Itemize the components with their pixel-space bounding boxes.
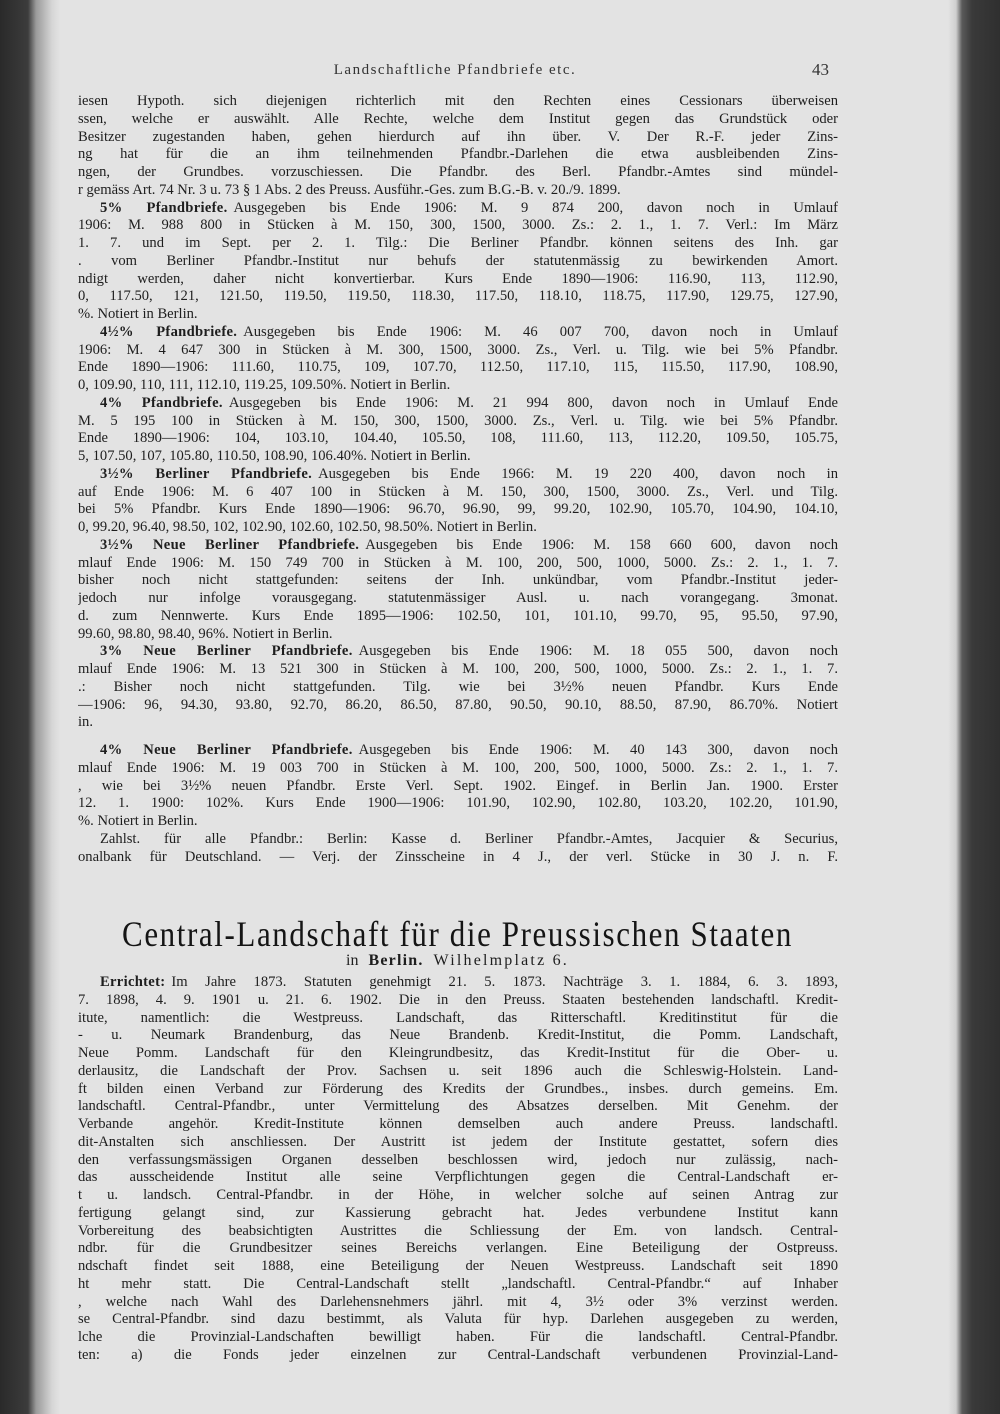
- text-line: [78, 1276, 838, 1294]
- line-text: 0, 99.20, 96.40, 98.50, 102, 102.90, 102.60, 102.50, 98.50%. Notiert in Berlin.: [78, 519, 537, 535]
- text-line: [78, 608, 838, 626]
- entry-heading: Errichtet:: [100, 974, 166, 990]
- text-line: [78, 111, 838, 129]
- text-line: [78, 217, 838, 235]
- text-line: [78, 1098, 838, 1116]
- text-line: [78, 271, 838, 289]
- text-line: [78, 501, 838, 519]
- line-text: ndschaft findet seit 1888, eine Beteiligung der Neuen Westpreuss. Landschaft seit 1890: [78, 1258, 838, 1274]
- line-text: , welche nach Wahl des Darlehensnehmers jährl. mit 4, 3½ oder 3% verzinst werden.: [78, 1293, 838, 1310]
- text-line: [78, 306, 838, 324]
- entry-heading: 4½% Pfandbriefe.: [100, 323, 238, 340]
- line-text: fertigung gelangt sind, zur Kassierung gebracht hat. Jedes verbundene Institut kann: [78, 1204, 838, 1221]
- paragraph: [78, 466, 838, 537]
- scan-edge-right: [948, 0, 1000, 1414]
- entry-heading: 3½% Neue Berliner Pfandbriefe.: [100, 536, 360, 553]
- line-text: Ausgegeben bis Ende 1906: M. 9 874 200, davon noch in Umlauf: [233, 199, 838, 216]
- section-title: Central-Landschaft für die Preussischen Staaten: [122, 914, 793, 955]
- line-text: mlauf Ende 1906: M. 13 521 300 in Stücken à M. 100, 200, 500, 1000, 5000. Zs.: 2. 1., 1. 7.: [78, 661, 838, 677]
- paragraph: [78, 537, 838, 644]
- text-line: [78, 742, 838, 760]
- text-line: [78, 342, 838, 360]
- text-line: [78, 992, 838, 1010]
- text-line: [78, 324, 838, 342]
- text-line: [78, 849, 838, 867]
- line-text: t u. landsch. Central-Pfandbr. in der Höhe, in welcher solche auf seinen Antrag zur: [78, 1187, 838, 1203]
- text-line: [78, 1045, 838, 1063]
- line-text: 0, 117.50, 121, 121.50, 119.50, 119.50, 118.30, 117.50, 118.10, 118.75, 117.90, 129.75, 127.90,: [78, 288, 838, 305]
- line-text: ten: a) die Fonds jeder einzelnen zur Central-Landschaft verbundenen Provinzial-Land-: [78, 1346, 838, 1363]
- text-line: [78, 146, 838, 164]
- text-line: [78, 974, 838, 992]
- line-text: das ausscheidende Institut alle seine Verpflichtungen gegen die Central-Landschaft er-: [78, 1169, 838, 1186]
- text-line: [78, 831, 838, 849]
- line-text: ng hat für die an ihm teilnehmenden Pfandbr.-Darlehen die etwa ausbleibenden Zins-: [78, 146, 838, 163]
- line-text: %. Notiert in Berlin.: [78, 813, 198, 829]
- text-line: [78, 129, 838, 147]
- paragraph: [78, 93, 838, 200]
- text-line: [78, 200, 838, 218]
- line-text: Besitzer zugestanden haben, gehen hierdurch auf ihn über. V. Der R.-F. jeder Zins-: [78, 128, 838, 145]
- entry-heading: 3% Neue Berliner Pfandbriefe.: [100, 643, 353, 660]
- text-line: [78, 590, 838, 608]
- line-text: Vorbereitung des beabsichtigten Austrittes die Schliessung der Em. von landsch. Central-: [78, 1222, 838, 1239]
- line-text: .: Bisher noch nicht stattgefunden. Tilg. wie bei 3½% neuen Pfandbr. Kurs Ende: [78, 678, 838, 695]
- text-line: [78, 1187, 838, 1205]
- line-text: itute, namentlich: die Westpreuss. Landschaft, das Ritterschaftl. Kreditinstitut für die: [78, 1009, 838, 1026]
- text-line: [78, 484, 838, 502]
- paragraph: [78, 974, 838, 1365]
- line-text: 1906: M. 4 647 300 in Stücken à M. 300, 1500, 3000. Zs., Verl. u. Tilg. wie bei 5% Pfandbr.: [78, 341, 838, 358]
- line-text: %. Notiert in Berlin.: [78, 306, 198, 322]
- line-text: Ausgegeben bis Ende 1966: M. 19 220 400, davon noch in: [318, 465, 838, 482]
- line-text: Ausgegeben bis Ende 1906: M. 18 055 500, davon noch: [358, 643, 838, 660]
- line-text: se Central-Pfandbr. sind dazu bestimmt, als Valuta für hyp. Darlehen ausgegeben zu werden,: [78, 1311, 838, 1328]
- entry-heading: 3½% Berliner Pfandbriefe.: [100, 465, 313, 482]
- line-text: Zahlst. für alle Pfandbr.: Berlin: Kasse d. Berliner Pfandbr.-Amtes, Jacquier & Securius,: [100, 830, 838, 847]
- text-line: [78, 714, 838, 732]
- text-line: [78, 93, 838, 111]
- line-text: bisher noch nicht stattgefunden: seitens der Inh. unkündbar, vom Pfandbr.-Institut jeder-: [78, 572, 838, 589]
- text-line: [78, 1027, 838, 1045]
- text-line: [78, 1329, 838, 1347]
- line-text: 99.60, 98.80, 98.40, 96%. Notiert in Berlin.: [78, 625, 333, 642]
- text-line: [78, 430, 838, 448]
- line-text: , wie bei 3½% neuen Pfandbr. Erste Verl. Sept. 1902. Eingef. in Berlin Jan. 1900. Erster: [78, 777, 838, 794]
- text-line: [78, 1223, 838, 1241]
- text-line: [78, 288, 838, 306]
- line-text: 5, 107.50, 107, 105.80, 110.50, 108.90, 106.40%. Notiert in Berlin.: [78, 448, 471, 464]
- text-line: [78, 235, 838, 253]
- text-line: [78, 1134, 838, 1152]
- entry-heading: 5% Pfandbriefe.: [100, 199, 228, 216]
- text-line: [78, 1311, 838, 1329]
- subtitle-city: Berlin.: [368, 952, 424, 969]
- text-line: [78, 1116, 838, 1134]
- line-text: 1. 7. und im Sept. per 2. 1. Tilg.: Die Berliner Pfandbr. können seitens des Inh. gar: [78, 235, 838, 251]
- text-line: [78, 778, 838, 796]
- text-line: [78, 164, 838, 182]
- subtitle-address: Wilhelmplatz 6.: [433, 952, 569, 969]
- line-text: in.: [78, 714, 93, 731]
- line-text: jedoch nur infolge vorausgegang. statutenmässiger Ausl. u. nach vorangegang. 3monat.: [78, 590, 838, 606]
- line-text: d. zum Nennwerte. Kurs Ende 1895—1906: 102.50, 101, 101.10, 99.70, 95, 95.50, 97.90,: [78, 607, 838, 624]
- paragraph: [78, 742, 838, 831]
- pfandbriefe-section: [78, 93, 838, 866]
- line-text: mlauf Ende 1906: M. 150 749 700 in Stücken à M. 100, 200, 500, 1000, 5000. Zs.: 2. 1., 1. 7.: [78, 554, 838, 571]
- line-text: Ende 1890—1906: 104, 103.10, 104.40, 105.50, 108, 111.60, 113, 112.20, 109.50, 105.75,: [78, 430, 838, 447]
- scan-edge-left: [0, 0, 60, 1414]
- text-line: [78, 1258, 838, 1276]
- line-text: r gemäss Art. 74 Nr. 3 u. 73 § 1 Abs. 2 des Preuss. Ausführ.-Ges. zum B.G.-B. v. 20./9. 1899.: [78, 181, 621, 198]
- text-line: [78, 413, 838, 431]
- line-text: Ende 1890—1906: 111.60, 110.75, 109, 107.70, 112.50, 117.10, 115, 115.50, 117.90, 108.90,: [78, 359, 838, 376]
- text-line: [78, 1010, 838, 1028]
- line-text: Ausgegeben bis Ende 1906: M. 46 007 700, davon noch in Umlauf: [243, 323, 838, 340]
- text-line: [78, 643, 838, 661]
- line-text: lche die Provinzial-Landschaften bewilligt haben. Für die landschaftl. Central-Pfandbr.: [78, 1329, 838, 1345]
- text-line: [78, 537, 838, 555]
- line-text: . vom Berliner Pfandbr.-Institut nur behufs der statutenmässig zu bewirkenden Amort.: [78, 252, 838, 269]
- line-text: den verfassungsmässigen Organen desselben beschlossen wird, jedoch nur zulässig, nach-: [78, 1151, 838, 1168]
- line-text: auf Ende 1906: M. 6 407 100 in Stücken à M. 150, 300, 1500, 3000. Zs., Verl. und Tilg.: [78, 483, 838, 500]
- text-line: [78, 1294, 838, 1312]
- line-text: - u. Neumark Brandenburg, das Neue Brandenb. Kredit-Institut, die Pomm. Landschaft,: [78, 1027, 838, 1044]
- line-text: Neue Pomm. Landschaft für den Kleingrundbesitz, das Kredit-Institut für die Ober- u.: [78, 1045, 838, 1061]
- line-text: 7. 1898, 4. 9. 1901 u. 21. 6. 1902. Die in den Preuss. Staaten bestehenden landschaftl. Kredit-: [78, 991, 838, 1008]
- text-line: [78, 1169, 838, 1187]
- line-text: landschaftl. Central-Pfandbr., unter Vermittelung des Absatzes derselben. Mit Genehm. der: [78, 1098, 838, 1115]
- text-line: [78, 182, 838, 200]
- line-text: ndigt werden, daher nicht konvertierbar. Kurs Ende 1890—1906: 116.90, 113, 112.90,: [78, 270, 838, 287]
- text-line: [78, 795, 838, 813]
- line-text: mlauf Ende 1906: M. 19 003 700 in Stücken à M. 100, 200, 500, 1000, 5000. Zs.: 2. 1., 1. 7.: [78, 759, 838, 776]
- text-line: [78, 572, 838, 590]
- section-subtitle: [0, 952, 915, 970]
- page-number: 43: [812, 60, 829, 79]
- paragraph: [78, 643, 838, 732]
- line-text: ft bilden einen Verband zur Förderung des Kredits der Grundbes., insbes. durch gemeins. Em.: [78, 1080, 838, 1097]
- text-line: [78, 679, 838, 697]
- line-text: derlausitz, die Landschaft der Prov. Sachsen u. seit 1896 auch die Schleswig-Holstein. Land-: [78, 1062, 838, 1079]
- text-line: [78, 1081, 838, 1099]
- line-text: 1906: M. 988 800 in Stücken à M. 150, 300, 1500, 3000. Zs.: 2. 1., 1. 7. Verl.: Im März: [78, 217, 838, 234]
- subtitle-prefix: in: [346, 952, 359, 969]
- line-text: Ausgegeben bis Ende 1906: M. 21 994 800, davon noch in Umlauf Ende: [228, 394, 838, 411]
- line-text: Ausgegeben bis Ende 1906: M. 158 660 600, davon noch: [365, 536, 838, 553]
- text-line: [78, 697, 838, 715]
- text-line: [78, 519, 838, 537]
- running-header: Landschaftliche Pfandbriefe etc.: [333, 62, 577, 78]
- line-text: —1906: 96, 94.30, 93.80, 92.70, 86.20, 86.50, 87.80, 90.50, 90.10, 88.50, 87.90, 86.70%. Notiert: [78, 696, 838, 713]
- line-text: dit-Anstalten sich anschliessen. Der Austritt ist jedem der Institute gestattet, sofern dies: [78, 1133, 838, 1150]
- text-line: [78, 253, 838, 271]
- text-line: [78, 1205, 838, 1223]
- line-text: onalbank für Deutschland. — Verj. der Zinsscheine in 4 J., der verl. Stücke in 30 J. n. F.: [78, 848, 838, 865]
- line-text: bei 5% Pfandbr. Kurs Ende 1890—1906: 96.70, 96.90, 99, 99.20, 102.90, 105.70, 104.90, 104.10,: [78, 501, 838, 518]
- paragraph: [78, 395, 838, 466]
- entry-heading: 4% Pfandbriefe.: [100, 394, 223, 411]
- line-text: M. 5 195 100 in Stücken à M. 150, 300, 1500, 3000. Zs., Verl. u. Tilg. wie bei 5% Pfandbr.: [78, 412, 838, 429]
- line-text: ngen, der Grundbes. vorzuschiessen. Die Pfandbr. des Berl. Pfandbr.-Amtes sind mündel-: [78, 164, 838, 180]
- text-line: [78, 555, 838, 573]
- text-line: [78, 1063, 838, 1081]
- line-text: Im Jahre 1873. Statuten genehmigt 21. 5. 1873. Nachträge 3. 1. 1884, 6. 3. 1893,: [171, 974, 838, 990]
- paragraph: [78, 200, 838, 324]
- line-text: ndbr. für die Grundbesitzer seines Bereichs verlangen. Eine Beteiligung der Ostpreuss.: [78, 1240, 838, 1257]
- paragraph: [78, 324, 838, 395]
- text-line: [78, 395, 838, 413]
- text-line: [78, 626, 838, 644]
- entry-heading: 4% Neue Berliner Pfandbriefe.: [100, 742, 353, 758]
- text-line: [78, 359, 838, 377]
- line-text: 12. 1. 1900: 102%. Kurs Ende 1900—1906: 101.90, 102.90, 102.80, 103.20, 102.20, 101.90,: [78, 795, 838, 812]
- line-text: ht mehr statt. Die Central-Landschaft stellt „landschaftl. Central-Pfandbr.“ auf Inhaber: [78, 1275, 838, 1292]
- central-landschaft-section: [78, 974, 838, 1365]
- paragraph: [78, 831, 838, 867]
- text-line: [78, 813, 838, 831]
- text-line: [78, 448, 838, 466]
- text-line: [78, 1347, 838, 1365]
- line-text: Verbande angehör. Kredit-Institute können demselben auch andere Preuss. landschaftl.: [78, 1116, 838, 1132]
- text-line: [78, 1152, 838, 1170]
- line-text: 0, 109.90, 110, 111, 112.10, 119.25, 109.50%. Notiert in Berlin.: [78, 377, 451, 393]
- text-line: [78, 661, 838, 679]
- line-text: iesen Hypoth. sich diejenigen richterlich mit den Rechten eines Cessionars überweisen: [78, 93, 838, 109]
- text-line: [78, 466, 838, 484]
- text-line: [78, 760, 838, 778]
- line-text: Ausgegeben bis Ende 1906: M. 40 143 300, davon noch: [358, 742, 838, 758]
- text-line: [78, 1240, 838, 1258]
- line-text: ssen, welche er auswählt. Alle Rechte, welche dem Institut gegen das Grundstück oder: [78, 110, 838, 127]
- text-line: [78, 377, 838, 395]
